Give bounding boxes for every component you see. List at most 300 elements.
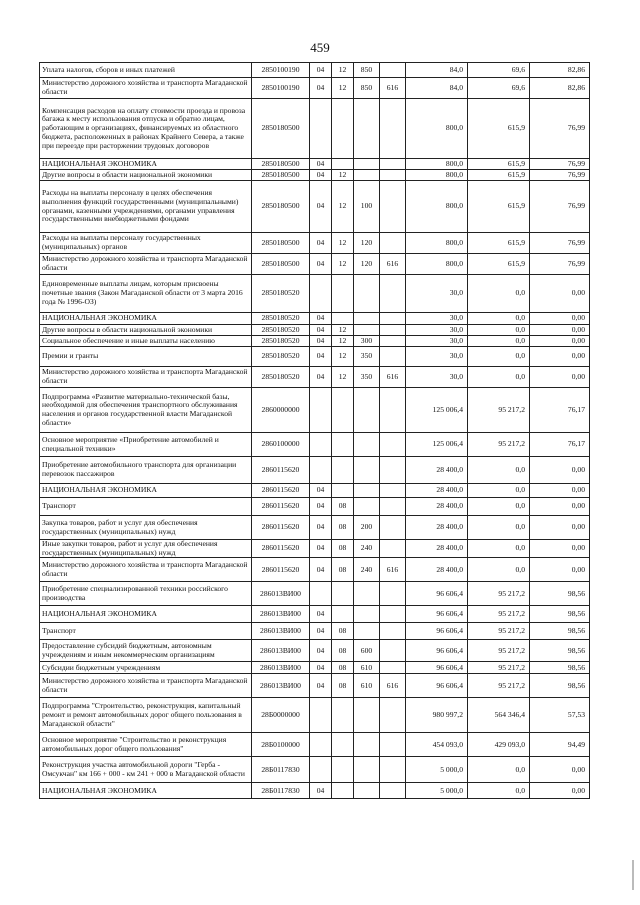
cell-code: 2860115620 [252,484,310,498]
cell-ministry-code [380,757,406,783]
cell-code: 2860000000 [252,388,310,433]
cell-expense-type: 350 [354,347,380,367]
cell-ministry-code [380,336,406,347]
cell-executed: 0,0 [468,275,530,313]
cell-section: 04 [310,484,332,498]
cell-percent: 94,49 [530,733,590,757]
cell-name: Компенсация расходов на оплату стоимости проезда и провоза багажа к месту использования отпуска и обратно лицам, работающим в организациях, финансируемых из областного бюджета, расположенных в районах Крайнего Севера, а также при переезде при расторжении трудовых договоров [40,99,252,159]
cell-planned: 30,0 [406,367,468,388]
table-row [40,540,590,558]
cell-percent: 76,99 [530,170,590,181]
cell-percent: 0,00 [530,275,590,313]
table-row [40,733,590,757]
cell-name: НАЦИОНАЛЬНАЯ ЭКОНОМИКА [40,606,252,623]
cell-expense-type [354,484,380,498]
cell-ministry-code [380,733,406,757]
cell-name: Единовременные выплаты лицам, которым присвоены почетные звания (Закон Магаданской области от 3 марта 2016 года № 1996-ОЗ) [40,275,252,313]
cell-code: 2850180520 [252,367,310,388]
cell-expense-type [354,582,380,606]
cell-subsection [332,99,354,159]
cell-ministry-code [380,388,406,433]
budget-table [39,62,590,799]
cell-executed: 0,0 [468,336,530,347]
cell-planned: 28 400,0 [406,516,468,540]
cell-name: НАЦИОНАЛЬНАЯ ЭКОНОМИКА [40,484,252,498]
cell-name: Премии и гранты [40,347,252,367]
cell-executed: 0,0 [468,757,530,783]
cell-planned: 800,0 [406,181,468,233]
cell-percent: 76,17 [530,433,590,457]
cell-code: 286013ВИ00 [252,674,310,698]
cell-code: 2850180520 [252,275,310,313]
cell-ministry-code [380,662,406,674]
cell-expense-type [354,99,380,159]
cell-percent: 76,99 [530,233,590,254]
table-row [40,159,590,170]
cell-ministry-code: 616 [380,254,406,275]
cell-percent: 98,56 [530,582,590,606]
cell-subsection: 08 [332,498,354,516]
cell-section [310,733,332,757]
scan-edge-mark [632,860,634,890]
cell-name: Приобретение автомобильного транспорта для организации перевозок пассажиров [40,457,252,484]
cell-percent: 0,00 [530,558,590,582]
cell-planned: 28 400,0 [406,498,468,516]
cell-expense-type [354,275,380,313]
cell-subsection: 08 [332,640,354,662]
table-row [40,78,590,99]
cell-code: 2850180500 [252,99,310,159]
cell-executed: 95 217,2 [468,606,530,623]
cell-ministry-code [380,540,406,558]
cell-code: 286013ВИ00 [252,662,310,674]
cell-section: 04 [310,367,332,388]
cell-executed: 615,9 [468,233,530,254]
cell-code: 28Б0117830 [252,757,310,783]
cell-code: 2860100000 [252,433,310,457]
cell-subsection [332,733,354,757]
cell-subsection: 08 [332,674,354,698]
cell-name: Реконструкция участка автомобильной дороги "Герба - Омсукчан" км 166 + 000 - км 241 + 000 в Магаданской области [40,757,252,783]
cell-planned: 454 093,0 [406,733,468,757]
cell-subsection: 12 [332,233,354,254]
cell-expense-type [354,733,380,757]
cell-percent: 98,56 [530,662,590,674]
cell-code: 2850180520 [252,313,310,325]
cell-percent: 0,00 [530,367,590,388]
cell-executed: 615,9 [468,181,530,233]
cell-ministry-code [380,498,406,516]
cell-subsection: 08 [332,540,354,558]
cell-subsection [332,606,354,623]
cell-percent: 76,99 [530,99,590,159]
cell-name: Субсидии бюджетным учреждениям [40,662,252,674]
cell-ministry-code: 616 [380,78,406,99]
cell-section: 04 [310,498,332,516]
table-row [40,484,590,498]
table-row [40,181,590,233]
cell-ministry-code [380,159,406,170]
cell-percent: 76,17 [530,388,590,433]
cell-expense-type: 240 [354,540,380,558]
cell-subsection [332,275,354,313]
cell-name: Приобретение специализированной техники российского производства [40,582,252,606]
cell-code: 2860115620 [252,457,310,484]
cell-ministry-code [380,347,406,367]
cell-ministry-code [380,313,406,325]
cell-section [310,757,332,783]
cell-expense-type [354,698,380,733]
cell-percent: 0,00 [530,540,590,558]
cell-planned: 5 000,0 [406,757,468,783]
cell-ministry-code [380,170,406,181]
cell-expense-type: 120 [354,254,380,275]
cell-subsection: 08 [332,623,354,640]
table-row [40,698,590,733]
cell-ministry-code [380,325,406,336]
cell-executed: 0,0 [468,783,530,799]
cell-executed: 564 346,4 [468,698,530,733]
cell-subsection [332,757,354,783]
cell-section: 04 [310,674,332,698]
cell-section [310,99,332,159]
table-row [40,640,590,662]
cell-planned: 30,0 [406,336,468,347]
cell-planned: 30,0 [406,275,468,313]
cell-executed: 0,0 [468,325,530,336]
cell-subsection: 12 [332,367,354,388]
cell-planned: 30,0 [406,347,468,367]
cell-code: 2860115620 [252,498,310,516]
cell-section: 04 [310,181,332,233]
table-row [40,457,590,484]
table-row [40,783,590,799]
cell-executed: 69,6 [468,78,530,99]
cell-percent: 76,99 [530,254,590,275]
cell-executed: 95 217,2 [468,674,530,698]
cell-name: Другие вопросы в области национальной экономики [40,325,252,336]
cell-code: 2860115620 [252,540,310,558]
cell-planned: 125 006,4 [406,388,468,433]
cell-subsection: 12 [332,254,354,275]
table-body [40,63,590,799]
cell-name: Основное мероприятие "Строительство и реконструкция автомобильных дорог общего пользования" [40,733,252,757]
cell-subsection [332,159,354,170]
cell-section: 04 [310,783,332,799]
cell-subsection [332,484,354,498]
cell-subsection: 12 [332,181,354,233]
table-row [40,275,590,313]
cell-ministry-code [380,698,406,733]
cell-ministry-code [380,99,406,159]
cell-code: 2850180500 [252,170,310,181]
cell-subsection [332,783,354,799]
cell-percent: 0,00 [530,336,590,347]
cell-executed: 615,9 [468,99,530,159]
cell-percent: 0,00 [530,498,590,516]
table-row [40,388,590,433]
cell-ministry-code: 616 [380,674,406,698]
cell-expense-type [354,325,380,336]
cell-expense-type [354,623,380,640]
cell-planned: 800,0 [406,159,468,170]
cell-percent: 0,00 [530,484,590,498]
cell-planned: 980 997,2 [406,698,468,733]
cell-name: Расходы на выплаты персоналу в целях обеспечения выполнения функций государственными (муниципальными) органами, казенными учреждениями, органами управления государственными внебюджетными фондами [40,181,252,233]
cell-section [310,433,332,457]
cell-expense-type [354,757,380,783]
cell-executed: 69,6 [468,63,530,78]
cell-section: 04 [310,516,332,540]
cell-executed: 95 217,2 [468,623,530,640]
cell-executed: 95 217,2 [468,433,530,457]
cell-code: 2850180500 [252,159,310,170]
cell-name: Социальное обеспечение и иные выплаты населению [40,336,252,347]
page-number: 459 [310,40,330,55]
cell-ministry-code [380,457,406,484]
cell-section: 04 [310,159,332,170]
cell-code: 286013ВИ00 [252,582,310,606]
cell-subsection: 12 [332,347,354,367]
cell-percent: 98,56 [530,623,590,640]
cell-ministry-code [380,233,406,254]
cell-section: 04 [310,313,332,325]
cell-section: 04 [310,606,332,623]
table-row [40,254,590,275]
cell-executed: 0,0 [468,558,530,582]
cell-percent: 82,86 [530,63,590,78]
cell-code: 2860115620 [252,558,310,582]
cell-expense-type: 850 [354,78,380,99]
cell-planned: 28 400,0 [406,457,468,484]
cell-code: 286013ВИ00 [252,606,310,623]
cell-percent: 0,00 [530,457,590,484]
cell-code: 2850100190 [252,78,310,99]
cell-planned: 125 006,4 [406,433,468,457]
cell-name: Основное мероприятие «Приобретение автомобилей и специальной техники» [40,433,252,457]
table-row [40,99,590,159]
cell-name: Министерство дорожного хозяйства и транспорта Магаданской области [40,254,252,275]
cell-name: Иные закупки товаров, работ и услуг для обеспечения государственных (муниципальных) нужд [40,540,252,558]
cell-executed: 0,0 [468,516,530,540]
cell-planned: 28 400,0 [406,484,468,498]
cell-percent: 98,56 [530,640,590,662]
cell-name: Транспорт [40,498,252,516]
cell-code: 2850180520 [252,347,310,367]
cell-subsection [332,313,354,325]
cell-executed: 0,0 [468,484,530,498]
cell-planned: 96 606,4 [406,640,468,662]
cell-section: 04 [310,336,332,347]
cell-name: Расходы на выплаты персоналу государственных (муниципальных) органов [40,233,252,254]
cell-percent: 82,86 [530,78,590,99]
cell-name: Закупка товаров, работ и услуг для обеспечения государственных (муниципальных) нужд [40,516,252,540]
table-row [40,662,590,674]
cell-expense-type: 200 [354,516,380,540]
cell-ministry-code [380,516,406,540]
cell-name: Министерство дорожного хозяйства и транспорта Магаданской области [40,558,252,582]
cell-percent: 0,00 [530,347,590,367]
cell-name: Министерство дорожного хозяйства и транспорта Магаданской области [40,78,252,99]
cell-subsection: 12 [332,170,354,181]
cell-code: 28Б0117830 [252,783,310,799]
table-row [40,325,590,336]
cell-code: 2850180520 [252,336,310,347]
cell-ministry-code [380,606,406,623]
cell-percent: 76,99 [530,181,590,233]
cell-subsection: 08 [332,662,354,674]
cell-code: 2850100190 [252,63,310,78]
table-row [40,347,590,367]
cell-expense-type: 600 [354,640,380,662]
cell-planned: 96 606,4 [406,662,468,674]
cell-percent: 0,00 [530,516,590,540]
cell-section: 04 [310,558,332,582]
cell-expense-type [354,457,380,484]
table-row [40,233,590,254]
cell-subsection: 08 [332,516,354,540]
cell-code: 2850180520 [252,325,310,336]
cell-name: Транспорт [40,623,252,640]
cell-expense-type: 610 [354,662,380,674]
cell-expense-type [354,606,380,623]
cell-name: НАЦИОНАЛЬНАЯ ЭКОНОМИКА [40,159,252,170]
cell-code: 286013ВИ00 [252,640,310,662]
cell-expense-type: 240 [354,558,380,582]
cell-subsection: 12 [332,336,354,347]
cell-percent: 0,00 [530,325,590,336]
cell-section [310,457,332,484]
cell-percent: 98,56 [530,674,590,698]
cell-expense-type [354,433,380,457]
table-row [40,674,590,698]
cell-planned: 96 606,4 [406,582,468,606]
cell-subsection [332,582,354,606]
table-row [40,336,590,347]
cell-ministry-code [380,433,406,457]
cell-executed: 0,0 [468,347,530,367]
cell-name: НАЦИОНАЛЬНАЯ ЭКОНОМИКА [40,783,252,799]
cell-executed: 95 217,2 [468,662,530,674]
table-row [40,757,590,783]
cell-section: 04 [310,347,332,367]
cell-percent: 0,00 [530,783,590,799]
cell-ministry-code: 616 [380,558,406,582]
table-row [40,558,590,582]
cell-section: 04 [310,662,332,674]
cell-section [310,698,332,733]
cell-name: Министерство дорожного хозяйства и транспорта Магаданской области [40,367,252,388]
cell-planned: 5 000,0 [406,783,468,799]
cell-ministry-code: 616 [380,367,406,388]
cell-planned: 28 400,0 [406,558,468,582]
cell-planned: 96 606,4 [406,623,468,640]
table-row [40,498,590,516]
table-row [40,516,590,540]
cell-subsection [332,433,354,457]
table-row [40,623,590,640]
cell-executed: 615,9 [468,159,530,170]
cell-ministry-code [380,783,406,799]
cell-section: 04 [310,623,332,640]
cell-planned: 800,0 [406,233,468,254]
cell-executed: 0,0 [468,313,530,325]
cell-section: 04 [310,78,332,99]
table-row [40,433,590,457]
cell-subsection: 12 [332,63,354,78]
cell-planned: 30,0 [406,313,468,325]
cell-ministry-code [380,181,406,233]
cell-planned: 84,0 [406,63,468,78]
table-row [40,367,590,388]
cell-percent: 0,00 [530,313,590,325]
cell-code: 286013ВИ00 [252,623,310,640]
cell-planned: 84,0 [406,78,468,99]
cell-expense-type [354,313,380,325]
cell-executed: 0,0 [468,498,530,516]
cell-ministry-code [380,63,406,78]
cell-subsection [332,698,354,733]
cell-planned: 800,0 [406,99,468,159]
cell-expense-type: 850 [354,63,380,78]
table-row [40,582,590,606]
cell-executed: 615,9 [468,254,530,275]
cell-code: 2850180500 [252,233,310,254]
cell-code: 28Б0000000 [252,698,310,733]
cell-name: Другие вопросы в области национальной экономики [40,170,252,181]
cell-executed: 95 217,2 [468,640,530,662]
cell-ministry-code [380,484,406,498]
cell-code: 2850180500 [252,181,310,233]
table-row [40,606,590,623]
cell-name: НАЦИОНАЛЬНАЯ ЭКОНОМИКА [40,313,252,325]
cell-expense-type: 300 [354,336,380,347]
cell-planned: 28 400,0 [406,540,468,558]
cell-subsection [332,388,354,433]
cell-expense-type: 610 [354,674,380,698]
cell-code: 2860115620 [252,516,310,540]
cell-executed: 95 217,2 [468,582,530,606]
cell-code: 2850180500 [252,254,310,275]
cell-name: Предоставление субсидий бюджетным, автономным учреждениям и иным некоммерческим организациям [40,640,252,662]
cell-expense-type [354,498,380,516]
cell-name: Министерство дорожного хозяйства и транспорта Магаданской области [40,674,252,698]
cell-executed: 0,0 [468,367,530,388]
cell-planned: 800,0 [406,170,468,181]
table-row [40,63,590,78]
cell-name: Подпрограмма "Строительство, реконструкция, капитальный ремонт и ремонт автомобильных дорог общего пользования в Магаданской области" [40,698,252,733]
cell-percent: 57,53 [530,698,590,733]
cell-subsection [332,457,354,484]
cell-planned: 96 606,4 [406,674,468,698]
cell-ministry-code [380,623,406,640]
cell-expense-type: 120 [354,233,380,254]
table-row [40,313,590,325]
cell-section: 04 [310,640,332,662]
cell-executed: 429 093,0 [468,733,530,757]
cell-expense-type: 100 [354,181,380,233]
cell-ministry-code [380,275,406,313]
cell-executed: 0,0 [468,540,530,558]
cell-expense-type: 350 [354,367,380,388]
cell-expense-type [354,388,380,433]
cell-name: Подпрограмма «Развитие материально-технической базы, необходимой для обеспечения транспортного обслуживания населения и органов государственной власти Магаданской области» [40,388,252,433]
cell-planned: 800,0 [406,254,468,275]
cell-section [310,582,332,606]
cell-subsection: 12 [332,78,354,99]
cell-percent: 98,56 [530,606,590,623]
cell-subsection: 12 [332,325,354,336]
